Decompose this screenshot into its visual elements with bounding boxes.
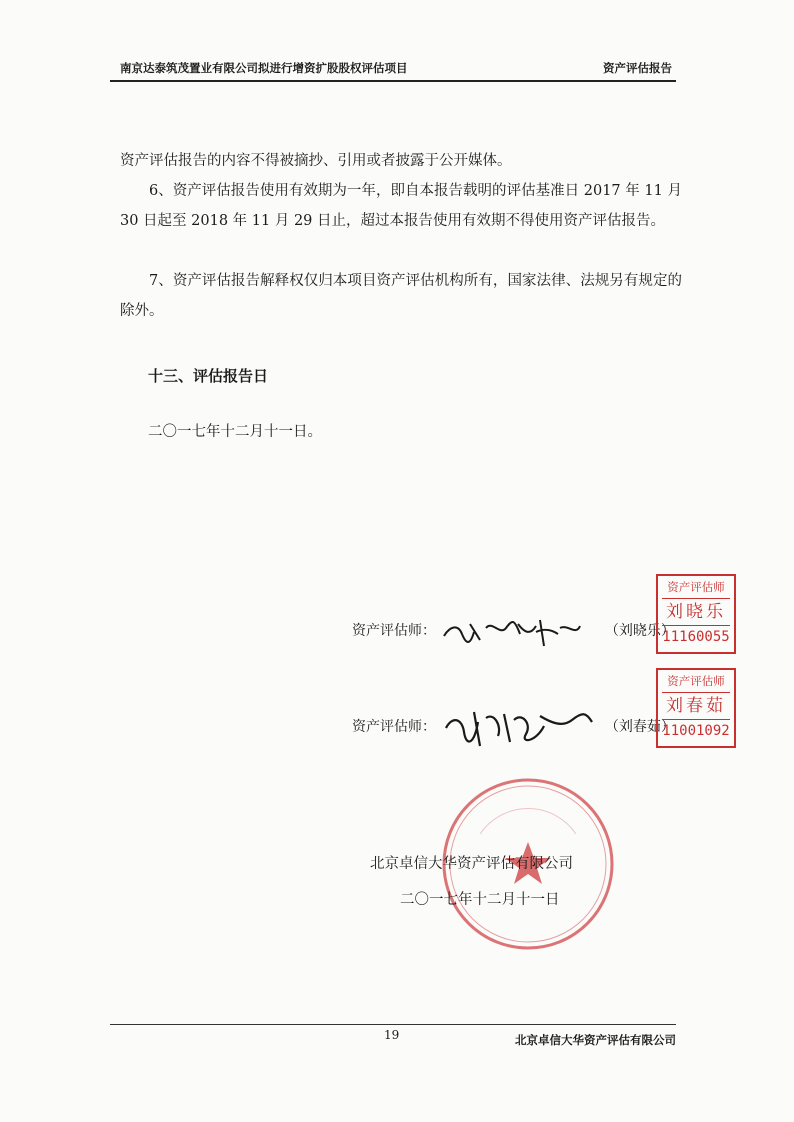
stamp-title: 资产评估师	[662, 670, 730, 693]
paragraph-confidentiality: 资产评估报告的内容不得被摘抄、引用或者披露于公开媒体。	[120, 153, 512, 169]
signature-printed-name: （刘晓乐）	[604, 623, 675, 639]
page-header	[110, 58, 676, 82]
handwritten-signature-icon	[440, 702, 600, 750]
stamp-name: 刘晓乐	[662, 599, 730, 626]
signature-label: 资产评估师：	[352, 719, 436, 735]
stamp-title: 资产评估师	[662, 576, 730, 599]
stamp-name: 刘春茹	[662, 693, 730, 720]
header-report-type: 资产评估报告	[603, 61, 672, 75]
header-project-title: 南京达泰筑茂置业有限公司拟进行增资扩股股权评估项目	[120, 61, 408, 75]
company-name: 北京卓信大华资产评估有限公司	[370, 856, 573, 872]
appraiser-stamp-1	[656, 574, 736, 654]
appraiser-stamp-2	[656, 668, 736, 748]
signature-printed-name: （刘春茹）	[604, 719, 675, 735]
page-number: 19	[384, 1028, 400, 1042]
company-date: 二〇一七年十二月十一日	[400, 892, 560, 908]
paragraph-interpretation: 7、资产评估报告解释权仅归本项目资产评估机构所有，国家法律、法规另有规定的除外。	[120, 273, 682, 319]
footer-divider	[110, 1024, 676, 1025]
signature-label: 资产评估师：	[352, 623, 436, 639]
handwritten-signature-icon	[440, 606, 600, 654]
signature-row-2	[352, 702, 675, 750]
paragraph-validity: 6、资产评估报告使用有效期为一年，即自本报告载明的评估基准日 2017 年 11 月 30 日起至 2018 年 11 月 29 日止，超过本报告使用有效期不得使用资产评估报告。	[120, 183, 682, 229]
signature-row-1	[352, 606, 675, 654]
stamp-id: 11001092	[662, 723, 730, 739]
footer-company: 北京卓信大华资产评估有限公司	[515, 1033, 676, 1047]
stamp-id: 11160055	[662, 629, 730, 645]
section-report-date: 二〇一七年十二月十一日。	[148, 424, 322, 440]
section-title: 十三、评估报告日	[148, 367, 269, 385]
